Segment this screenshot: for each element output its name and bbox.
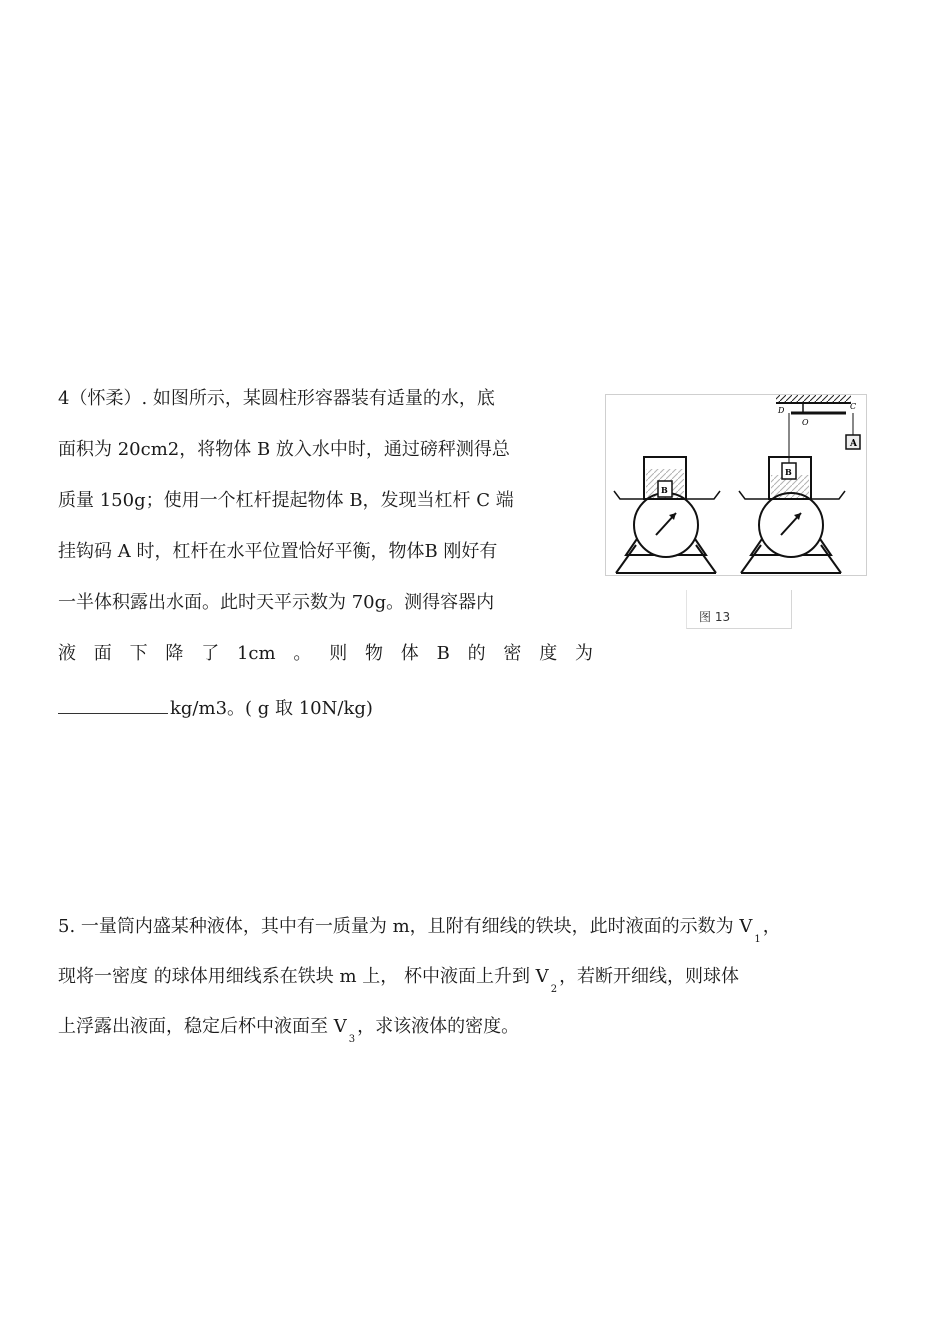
q5-line-1 xyxy=(58,902,898,952)
q4-word: 度 xyxy=(539,643,558,664)
q4-line-7 xyxy=(58,683,593,734)
q4-answer-suffix: kg/m3。( g 取 10N/kg) xyxy=(170,698,373,719)
q4-line-2: 面积为 20cm2，将物体 B 放入水中时，通过磅秤测得总 xyxy=(58,439,510,460)
label-o: O xyxy=(802,418,809,427)
q4-line-6 xyxy=(58,632,593,683)
q5-line-3 xyxy=(58,1002,898,1052)
q4-word: 。 xyxy=(293,643,312,664)
label-a: A xyxy=(850,439,857,449)
q5-line-3-text-b: ，求该液体的密度。 xyxy=(357,1016,520,1037)
q4-word: 为 xyxy=(575,643,593,664)
question-5 xyxy=(58,902,898,1052)
q4-line-3: 质量 150g；使用一个杠杆提起物体 B，发现当杠杆 C 端 xyxy=(58,490,514,511)
q5-sub-1: 1 xyxy=(754,934,761,945)
q5-line-2-text-a: 现将一密度 的球体用细线系在铁块 m 上， 杯中液面上升到 V xyxy=(58,966,549,987)
ceiling-hatch xyxy=(776,395,851,403)
left-b-label: B xyxy=(661,485,668,495)
q4-line-5: 一半体积露出水面。此时天平示数为 70g。测得容器内 xyxy=(58,592,495,613)
label-c: C xyxy=(850,402,857,411)
label-d: D xyxy=(778,406,785,415)
q4-word: 液 xyxy=(58,643,76,664)
q5-line-3-text-a: 上浮露出液面，稳定后杯中液面至 V xyxy=(58,1016,347,1037)
q5-line-1-text: 5. 一量筒内盛某种液体，其中有一质量为 m，且附有细线的铁块，此时液面的示数为 V xyxy=(58,916,753,937)
figure-caption-box xyxy=(686,590,792,629)
q4-word: 降 xyxy=(165,643,184,664)
q4-word: 则 xyxy=(329,643,348,664)
question-4 xyxy=(58,377,593,734)
q5-sub-2: 2 xyxy=(550,984,558,995)
q4-word: 下 xyxy=(129,643,148,664)
q5-sub-3: 3 xyxy=(348,1034,356,1045)
right-b-label: B xyxy=(785,467,792,477)
q4-word: 1cm xyxy=(236,643,276,664)
answer-blank[interactable] xyxy=(58,683,168,714)
q4-word: 密 xyxy=(503,643,522,664)
q4-word: B xyxy=(436,643,450,664)
figure-caption: 图 13 xyxy=(699,610,731,624)
q4-word: 面 xyxy=(93,643,112,664)
figure-13-diagram xyxy=(605,394,867,576)
q4-line-4: 挂钩码 A 时，杠杆在水平位置恰好平衡，物体B 刚好有 xyxy=(58,541,498,562)
right-scale xyxy=(739,457,845,573)
q4-word: 了 xyxy=(201,643,220,664)
left-scale xyxy=(614,457,720,573)
scale-lever-diagram xyxy=(606,395,866,575)
q5-line-2-text-b: ，若断开细线，则球体 xyxy=(559,966,740,987)
q4-line-1: 4（怀柔）. 如图所示，某圆柱形容器装有适量的水，底 xyxy=(58,388,495,409)
q4-word: 物 xyxy=(364,643,383,664)
q5-line-2 xyxy=(58,952,898,1002)
q4-word: 的 xyxy=(467,643,486,664)
q5-line-1-end: ， xyxy=(762,916,781,937)
q4-word: 体 xyxy=(400,643,419,664)
